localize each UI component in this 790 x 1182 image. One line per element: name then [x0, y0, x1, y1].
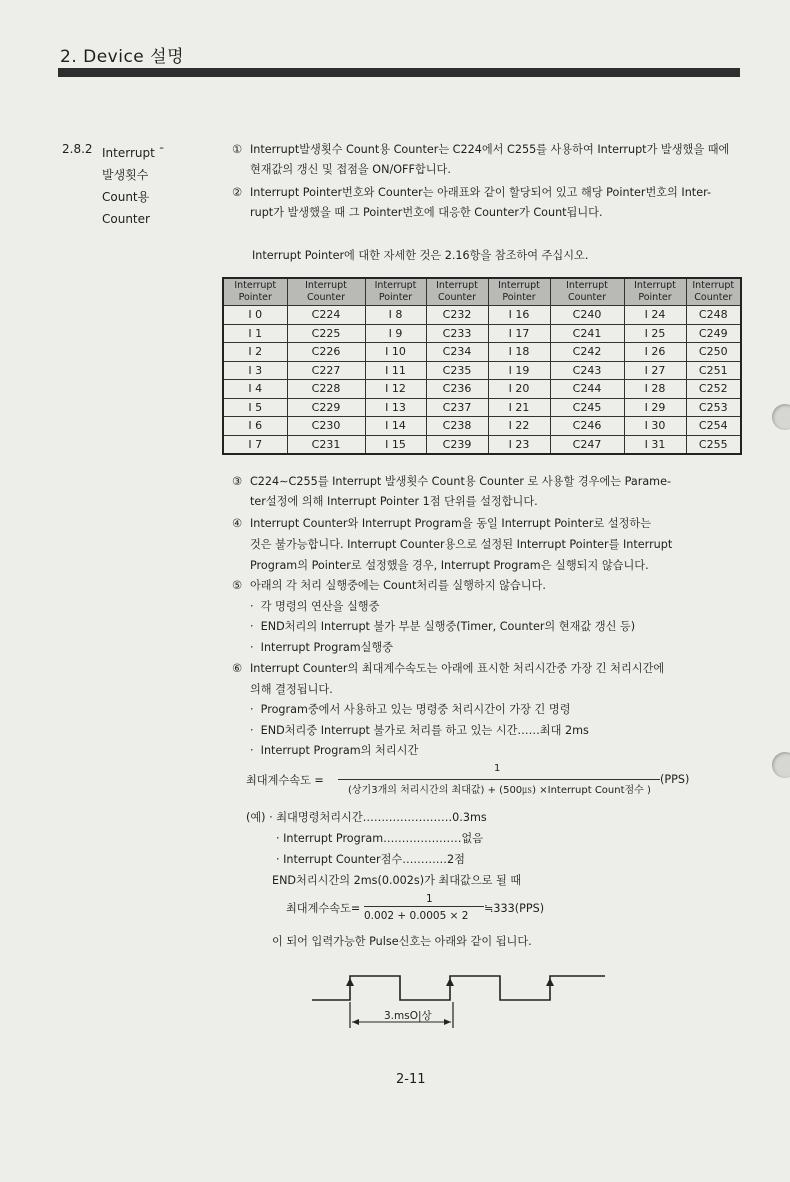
- column-header-pointer: [365, 278, 426, 306]
- pointer-cell: I 22: [488, 417, 550, 436]
- paragraph-text: Interrupt Pointer번호와 Counter는 아래표와 같이 할당되어 있고 해당 Pointer번호의 Inter-: [250, 186, 712, 199]
- pointer-cell: I 31: [624, 435, 686, 454]
- pointer-cell: I 16: [488, 306, 550, 325]
- table-row: [223, 306, 741, 325]
- counter-cell: C251: [686, 361, 741, 380]
- counter-cell: C238: [426, 417, 488, 436]
- paragraph-3: [232, 472, 671, 512]
- paragraph-text: 현재값의 갱신 및 접점을 ON/OFF합니다.: [250, 163, 451, 176]
- paragraph-text: 것은 불가능합니다. Interrupt Counter용으로 설정된 Interrupt Pointer를 Interrupt: [250, 538, 673, 551]
- table-row: [223, 417, 741, 436]
- counter-cell: C231: [287, 435, 365, 454]
- page-header-title: 2. Device 설명: [60, 47, 185, 67]
- bullet-text: 각 명령의 연산을 실행중: [260, 599, 380, 613]
- pointer-cell: I 21: [488, 398, 550, 417]
- pointer-cell: I 18: [488, 343, 550, 362]
- header-divider-bar: [58, 68, 740, 77]
- table-row: [223, 343, 741, 362]
- formula-fraction-bar: [338, 779, 660, 780]
- bullet-item: · Interrupt Program실행중: [250, 640, 394, 654]
- paragraph-text: rupt가 발생했을 때 그 Pointer번호에 대응한 Counter가 Count됩니다.: [250, 206, 603, 219]
- example-label: (예) ·: [246, 811, 273, 824]
- page-number: 2-11: [396, 1072, 426, 1087]
- pointer-cell: I 26: [624, 343, 686, 362]
- conclusion-text: 이 되어 입력가능한 Pulse신호는 아래와 같이 됩니다.: [272, 935, 532, 948]
- pointer-cell: I 5: [223, 398, 287, 417]
- paragraph-5: [232, 576, 635, 658]
- column-header-counter: [550, 278, 624, 306]
- counter-cell: C240: [550, 306, 624, 325]
- pointer-cell: I 7: [223, 435, 287, 454]
- table-body: [223, 306, 741, 455]
- header-line: Interrupt: [634, 280, 676, 291]
- paragraph-number: ②: [232, 186, 243, 199]
- paragraph-text: Program의 Pointer로 설정했을 경우, Interrupt Program은 실행되지 않습니다.: [250, 559, 649, 572]
- reference-note: Interrupt Pointer에 대한 자세한 것은 2.16항을 참조하여 주십시오.: [252, 249, 589, 262]
- paragraph-text: 의해 결정됩니다.: [250, 682, 333, 696]
- section-title-line: 발생횟수: [102, 168, 149, 182]
- paragraph-text: Interrupt Counter의 최대계수속도는 아래에 표시한 처리시간중 가장 긴 처리시간에: [250, 662, 665, 675]
- header-line: Pointer: [238, 292, 272, 303]
- header-line: Interrupt: [436, 280, 478, 291]
- pulse-signal-line: [312, 976, 605, 1000]
- pointer-cell: I 11: [365, 361, 426, 380]
- rising-edge-arrow: [346, 978, 354, 986]
- formula2-lhs: 최대계수속도=: [286, 902, 361, 915]
- paragraph-6: [232, 659, 664, 762]
- header-line: Counter: [694, 292, 733, 303]
- pointer-cell: I 14: [365, 417, 426, 436]
- pointer-cell: I 30: [624, 417, 686, 436]
- paragraph-4: [232, 513, 672, 576]
- paragraph-number: ③: [232, 475, 243, 488]
- bullet-text: Interrupt Program의 처리시간: [260, 744, 419, 757]
- rising-edge-arrow: [446, 978, 454, 986]
- counter-cell: C229: [287, 398, 365, 417]
- counter-cell: C242: [550, 343, 624, 362]
- binder-hole: [772, 752, 790, 778]
- counter-cell: C252: [686, 380, 741, 399]
- header-line: Interrupt: [498, 280, 540, 291]
- header-line: Pointer: [638, 292, 672, 303]
- paragraph-text: Interrupt발생횟수 Count용 Counter는 C224에서 C255를 사용하여 Interrupt가 발생했을 때에: [250, 143, 730, 156]
- header-line: Pointer: [502, 292, 536, 303]
- interrupt-counter-table: [222, 277, 742, 455]
- counter-cell: C226: [287, 343, 365, 362]
- counter-cell: C236: [426, 380, 488, 399]
- counter-cell: C246: [550, 417, 624, 436]
- counter-cell: C243: [550, 361, 624, 380]
- counter-cell: C255: [686, 435, 741, 454]
- counter-cell: C244: [550, 380, 624, 399]
- bullet-item: · END처리의 Interrupt 불가 부분 실행중(Timer, Counter의 현재값 갱신 등): [250, 620, 636, 633]
- counter-cell: C254: [686, 417, 741, 436]
- example-text: 최대명령처리시간……………………0.3ms: [276, 811, 487, 824]
- column-header-counter: [686, 278, 741, 306]
- header-line: Counter: [438, 292, 476, 303]
- paragraph-1: [232, 140, 729, 180]
- header-line: Counter: [568, 292, 606, 303]
- counter-cell: C237: [426, 398, 488, 417]
- binder-hole: [772, 404, 790, 430]
- pointer-cell: I 1: [223, 324, 287, 343]
- bullet-item: · 각 명령의 연산을 실행중: [250, 599, 380, 613]
- pointer-cell: I 2: [223, 343, 287, 362]
- pointer-cell: I 28: [624, 380, 686, 399]
- pointer-cell: I 12: [365, 380, 426, 399]
- counter-cell: C239: [426, 435, 488, 454]
- header-line: Pointer: [378, 292, 413, 303]
- pointer-cell: I 4: [223, 380, 287, 399]
- column-header-pointer: [624, 278, 686, 306]
- counter-cell: C232: [426, 306, 488, 325]
- waveform-interval-label: 3.msO|상: [384, 1010, 432, 1022]
- table-row: [223, 361, 741, 380]
- header-line: Interrupt: [692, 280, 735, 291]
- counter-cell: C235: [426, 361, 488, 380]
- section-title-line: Interrupt ˉ: [102, 146, 165, 160]
- pointer-cell: I 9: [365, 324, 426, 343]
- bullet-item: · END처리중 Interrupt 불가로 처리를 하고 있는 시간……최대 2ms: [250, 723, 589, 737]
- counter-cell: C230: [287, 417, 365, 436]
- paragraph-number: ④: [232, 517, 243, 530]
- counter-cell: C241: [550, 324, 624, 343]
- paragraph-number: ①: [232, 143, 243, 156]
- formula2-denominator: 0.002 + 0.0005 × 2: [364, 910, 469, 922]
- counter-cell: C224: [287, 306, 365, 325]
- counter-cell: C249: [686, 324, 741, 343]
- pointer-cell: I 24: [624, 306, 686, 325]
- bullet-text: Interrupt Program실행중: [260, 640, 394, 654]
- formula2-result: ≒333(PPS): [484, 902, 545, 915]
- paragraph-number: ⑥: [232, 662, 243, 675]
- counter-cell: C253: [686, 398, 741, 417]
- pointer-cell: I 23: [488, 435, 550, 454]
- counter-cell: C225: [287, 324, 365, 343]
- column-header-counter: [287, 278, 365, 306]
- pointer-cell: I 29: [624, 398, 686, 417]
- example-text: END처리시간의 2ms(0.002s)가 최대값으로 될 때: [272, 874, 522, 887]
- section-title: [102, 142, 165, 230]
- pointer-cell: I 6: [223, 417, 287, 436]
- section-title-line: Count용: [102, 190, 150, 204]
- pointer-cell: I 27: [624, 361, 686, 380]
- header-line: Interrupt: [305, 280, 347, 291]
- table-row: [223, 435, 741, 454]
- formula2-numerator: 1: [426, 893, 433, 905]
- pointer-cell: I 15: [365, 435, 426, 454]
- section-title-line: Counter: [102, 212, 150, 226]
- column-header-counter: [426, 278, 488, 306]
- bullet-text: END처리중 Interrupt 불가로 처리를 하고 있는 시간……최대 2ms: [260, 723, 589, 737]
- counter-cell: C234: [426, 343, 488, 362]
- header-line: Interrupt: [374, 280, 417, 291]
- formula-numerator: 1: [494, 763, 501, 774]
- bullet-text: Program중에서 사용하고 있는 명령중 처리시간이 가장 긴 명령: [260, 703, 571, 716]
- formula-denominator: (상기3개의 처리시간의 최대값) + (500㎲) ×Interrupt Count점수 ): [348, 785, 651, 796]
- pointer-cell: I 25: [624, 324, 686, 343]
- paragraph-text: ter설정에 의해 Interrupt Pointer 1점 단위를 설정합니다.: [250, 495, 538, 508]
- dimension-arrow-left: [352, 1019, 359, 1025]
- pointer-cell: I 13: [365, 398, 426, 417]
- counter-cell: C247: [550, 435, 624, 454]
- bullet-item: · Program중에서 사용하고 있는 명령중 처리시간이 가장 긴 명령: [250, 703, 571, 716]
- header-line: Interrupt: [234, 280, 277, 291]
- table-header-row: [223, 278, 741, 306]
- pulse-waveform-diagram: [300, 966, 620, 1032]
- pointer-cell: I 8: [365, 306, 426, 325]
- pointer-cell: I 0: [223, 306, 287, 325]
- pointer-cell: I 3: [223, 361, 287, 380]
- paragraph-2: [232, 183, 711, 223]
- paragraph-text: 아래의 각 처리 실행중에는 Count처리를 실행하지 않습니다.: [250, 579, 546, 592]
- pointer-cell: I 17: [488, 324, 550, 343]
- section-number: 2.8.2: [62, 142, 93, 156]
- header-line: Counter: [307, 292, 345, 303]
- dimension-arrow-right: [444, 1019, 451, 1025]
- example-text: · Interrupt Program…………………없음: [276, 832, 484, 845]
- column-header-pointer: [488, 278, 550, 306]
- table-row: [223, 398, 741, 417]
- pointer-cell: I 10: [365, 343, 426, 362]
- example-block: [246, 807, 521, 891]
- counter-cell: C233: [426, 324, 488, 343]
- table-row: [223, 324, 741, 343]
- header-line: Interrupt: [566, 280, 608, 291]
- paragraph-text: C224∼C255를 Interrupt 발생횟수 Count용 Counter 로 사용할 경우에는 Parame-: [250, 475, 671, 488]
- pointer-cell: I 19: [488, 361, 550, 380]
- paragraph-number: ⑤: [232, 579, 243, 592]
- pointer-cell: I 20: [488, 380, 550, 399]
- counter-cell: C228: [287, 380, 365, 399]
- formula-lhs: 최대계수속도 =: [246, 774, 324, 787]
- formula-unit: (PPS): [660, 773, 690, 786]
- counter-cell: C250: [686, 343, 741, 362]
- paragraph-text: Interrupt Counter와 Interrupt Program을 동일 Interrupt Pointer로 설정하는: [250, 517, 652, 530]
- bullet-item: · Interrupt Program의 처리시간: [250, 744, 419, 757]
- column-header-pointer: [223, 278, 287, 306]
- table-row: [223, 380, 741, 399]
- counter-cell: C248: [686, 306, 741, 325]
- counter-cell: C245: [550, 398, 624, 417]
- example-text: · Interrupt Counter점수…………2점: [276, 853, 465, 866]
- rising-edge-arrow: [546, 978, 554, 986]
- counter-cell: C227: [287, 361, 365, 380]
- bullet-text: END처리의 Interrupt 불가 부분 실행중(Timer, Counter의 현재값 갱신 등): [260, 620, 636, 633]
